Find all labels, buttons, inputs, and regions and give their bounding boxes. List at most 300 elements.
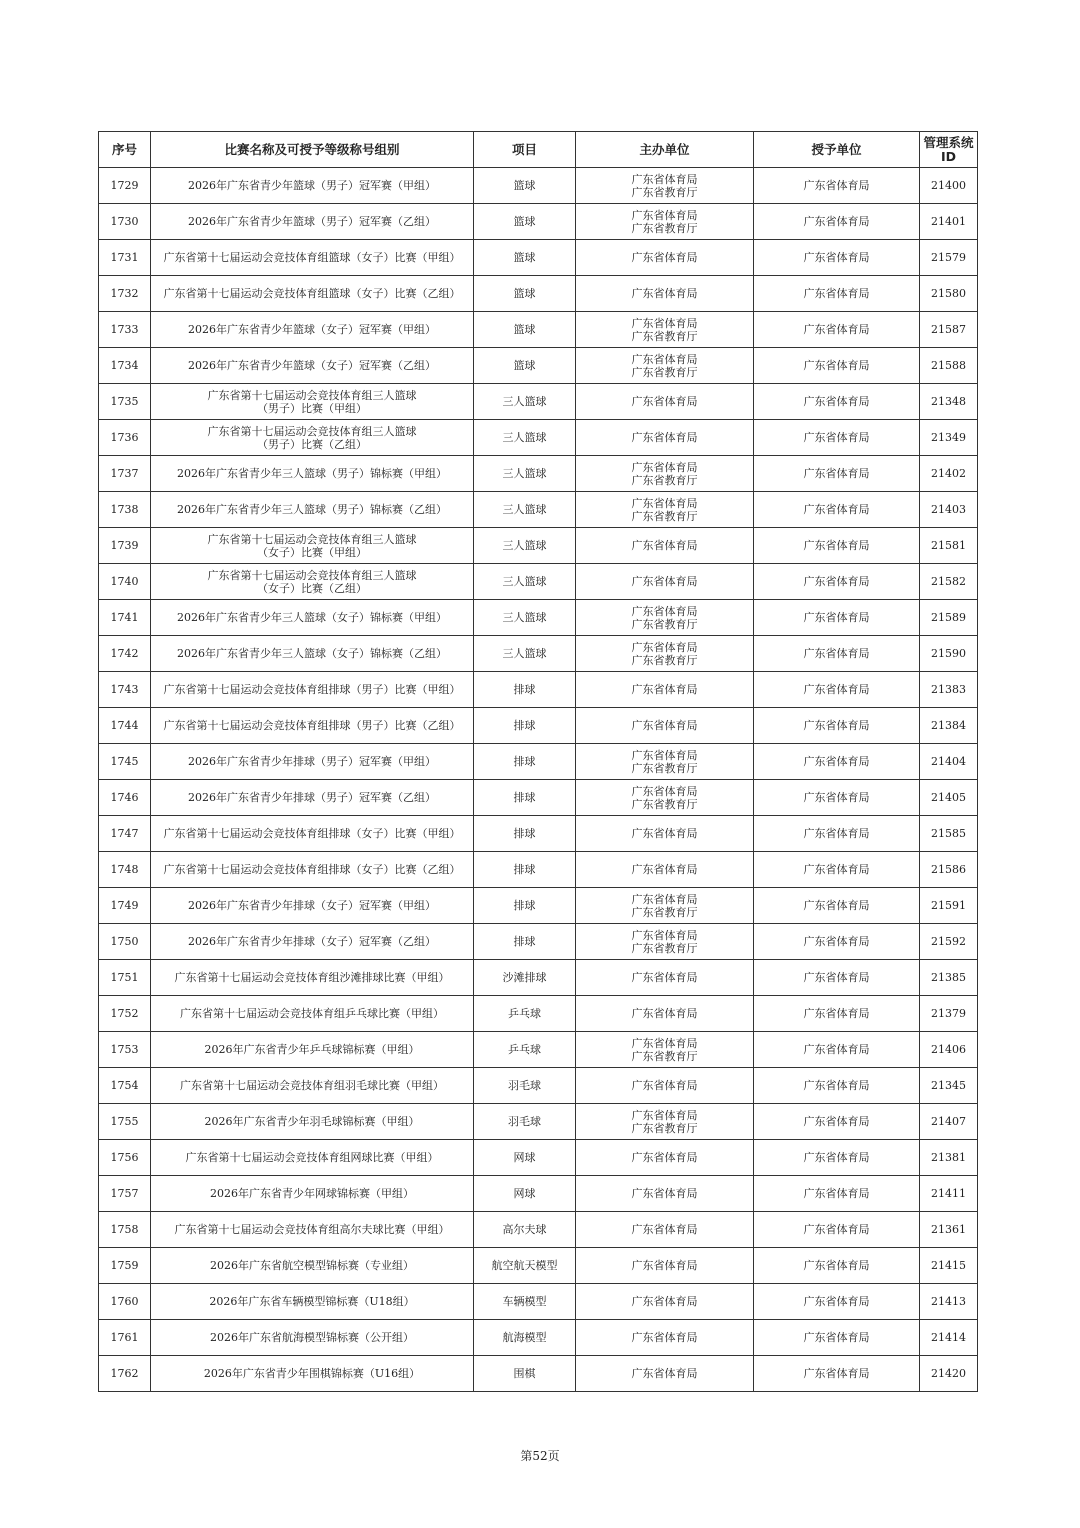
cell-host [576,960,754,996]
cell-host [576,1320,754,1356]
cell-no: 1743 [99,672,151,708]
cell-grant: 广东省体育局 [754,1140,920,1176]
cell-id: 21581 [920,528,978,564]
cell-name [151,816,474,852]
cell-host-line: 广东省体育局 [631,460,698,474]
cell-grant: 广东省体育局 [754,600,920,636]
cell-host [576,1248,754,1284]
cell-name-line: 2026年广东省航海模型锦标赛（公开组） [210,1331,414,1344]
cell-host [576,528,754,564]
table-row [99,1176,978,1212]
cell-id: 21582 [920,564,978,600]
cell-host-line: 广东省体育局 [631,1151,698,1164]
cell-item: 高尔夫球 [474,1212,576,1248]
cell-host-line: 广东省体育局 [631,971,698,984]
cell-id: 21411 [920,1176,978,1212]
cell-host-line: 广东省体育局 [631,604,698,618]
cell-item: 篮球 [474,204,576,240]
cell-item: 羽毛球 [474,1068,576,1104]
cell-name-line: 2026年广东省青少年排球（男子）冠军赛（乙组） [188,791,436,804]
cell-no: 1745 [99,744,151,780]
cell-no: 1760 [99,1284,151,1320]
cell-host [576,456,754,492]
table-row [99,420,978,456]
cell-item: 三人篮球 [474,492,576,528]
cell-host [576,312,754,348]
cell-item: 航空航天模型 [474,1248,576,1284]
cell-name [151,1104,474,1140]
cell-host-line: 广东省教育厅 [631,1049,698,1063]
cell-id: 21383 [920,672,978,708]
cell-grant: 广东省体育局 [754,852,920,888]
cell-id: 21580 [920,276,978,312]
header-id-line2: ID [940,148,957,164]
cell-host [576,888,754,924]
cell-grant: 广东省体育局 [754,168,920,204]
table-row [99,1212,978,1248]
cell-item: 篮球 [474,168,576,204]
cell-host-line: 广东省体育局 [631,1367,698,1380]
cell-name-line: 2026年广东省青少年三人篮球（男子）锦标赛（甲组） [177,467,447,480]
cell-id: 21349 [920,420,978,456]
cell-host-line: 广东省体育局 [631,784,698,798]
cell-grant: 广东省体育局 [754,1320,920,1356]
cell-host-line: 广东省体育局 [631,863,698,876]
cell-name-line: 2026年广东省青少年篮球（女子）冠军赛（甲组） [188,323,436,336]
cell-item: 排球 [474,708,576,744]
cell-item: 排球 [474,672,576,708]
table-row [99,744,978,780]
cell-name [151,384,474,420]
cell-host [576,816,754,852]
cell-no: 1730 [99,204,151,240]
cell-item: 三人篮球 [474,456,576,492]
cell-item: 乒乓球 [474,1032,576,1068]
cell-host-line: 广东省体育局 [631,1223,698,1236]
cell-host-line: 广东省体育局 [631,395,698,408]
cell-grant: 广东省体育局 [754,420,920,456]
cell-id: 21587 [920,312,978,348]
cell-host-line: 广东省体育局 [631,316,698,330]
cell-name [151,456,474,492]
cell-grant: 广东省体育局 [754,816,920,852]
cell-grant: 广东省体育局 [754,1212,920,1248]
cell-name [151,348,474,384]
cell-grant: 广东省体育局 [754,888,920,924]
cell-name [151,1032,474,1068]
cell-name [151,204,474,240]
cell-name-line: 广东省第十七届运动会竞技体育组高尔夫球比赛（甲组） [174,1223,450,1236]
cell-host-line: 广东省体育局 [631,683,698,696]
cell-no: 1734 [99,348,151,384]
cell-id: 21591 [920,888,978,924]
cell-host [576,600,754,636]
cell-name-line: 2026年广东省青少年网球锦标赛（甲组） [210,1187,414,1200]
cell-name-line: 广东省第十七届运动会竞技体育组篮球（女子）比赛（乙组） [163,287,461,300]
cell-no: 1744 [99,708,151,744]
header-id-line1: 管理系统 [923,134,974,150]
cell-host [576,276,754,312]
cell-host-line: 广东省教育厅 [631,185,698,199]
cell-grant: 广东省体育局 [754,708,920,744]
cell-item: 排球 [474,852,576,888]
cell-name-line: 2026年广东省青少年排球（男子）冠军赛（甲组） [188,755,436,768]
cell-name-line: 广东省第十七届运动会竞技体育组三人篮球 [207,424,417,438]
cell-id: 21403 [920,492,978,528]
cell-name [151,744,474,780]
cell-item: 三人篮球 [474,636,576,672]
cell-no: 1752 [99,996,151,1032]
table-row [99,780,978,816]
cell-grant: 广东省体育局 [754,204,920,240]
cell-no: 1731 [99,240,151,276]
cell-name-line: 广东省第十七届运动会竞技体育组排球（男子）比赛（乙组） [163,719,461,732]
cell-no: 1732 [99,276,151,312]
cell-host [576,852,754,888]
cell-no: 1755 [99,1104,151,1140]
cell-host-line: 广东省教育厅 [631,365,698,379]
cell-name [151,888,474,924]
cell-host-line: 广东省体育局 [631,928,698,942]
table-row [99,564,978,600]
cell-name [151,1068,474,1104]
cell-host-line: 广东省教育厅 [631,509,698,523]
cell-host-line: 广东省教育厅 [631,473,698,487]
table-row [99,1140,978,1176]
cell-item: 排球 [474,780,576,816]
cell-name-line: 2026年广东省青少年羽毛球锦标赛（甲组） [204,1115,420,1128]
cell-host-line: 广东省教育厅 [631,221,698,235]
competition-table-container [98,131,977,1392]
cell-no: 1751 [99,960,151,996]
cell-host-line: 广东省教育厅 [631,941,698,955]
cell-name-line: 2026年广东省青少年三人篮球（女子）锦标赛（乙组） [177,647,447,660]
cell-host [576,1032,754,1068]
cell-no: 1740 [99,564,151,600]
table-row [99,888,978,924]
table-row [99,1356,978,1392]
table-row [99,960,978,996]
cell-name [151,636,474,672]
cell-item: 围棋 [474,1356,576,1392]
cell-name [151,1140,474,1176]
cell-no: 1762 [99,1356,151,1392]
cell-grant: 广东省体育局 [754,492,920,528]
cell-host-line: 广东省体育局 [631,827,698,840]
cell-id: 21589 [920,600,978,636]
table-row [99,672,978,708]
cell-no: 1737 [99,456,151,492]
cell-host [576,168,754,204]
cell-id: 21405 [920,780,978,816]
cell-host-line: 广东省体育局 [631,1259,698,1272]
cell-host-line: 广东省教育厅 [631,1121,698,1135]
cell-host [576,1284,754,1320]
cell-grant: 广东省体育局 [754,1068,920,1104]
table-row [99,996,978,1032]
cell-name-line: 广东省第十七届运动会竞技体育组三人篮球 [207,568,417,582]
cell-host-line: 广东省体育局 [631,640,698,654]
cell-no: 1753 [99,1032,151,1068]
cell-host-line: 广东省体育局 [631,892,698,906]
table-row [99,276,978,312]
cell-item: 排球 [474,924,576,960]
cell-no: 1757 [99,1176,151,1212]
cell-id: 21401 [920,204,978,240]
table-row [99,240,978,276]
cell-host [576,1104,754,1140]
header-no: 序号 [99,132,151,168]
cell-no: 1754 [99,1068,151,1104]
table-row [99,348,978,384]
cell-name-line: 广东省第十七届运动会竞技体育组网球比赛（甲组） [185,1151,439,1164]
cell-grant: 广东省体育局 [754,1104,920,1140]
cell-host-line: 广东省体育局 [631,748,698,762]
cell-no: 1758 [99,1212,151,1248]
cell-name-line: 2026年广东省航空模型锦标赛（专业组） [210,1259,414,1272]
cell-item: 三人篮球 [474,420,576,456]
cell-no: 1750 [99,924,151,960]
cell-item: 沙滩排球 [474,960,576,996]
cell-name-line: 广东省第十七届运动会竞技体育组排球（女子）比赛（甲组） [163,827,461,840]
cell-id: 21414 [920,1320,978,1356]
cell-no: 1741 [99,600,151,636]
table-row [99,708,978,744]
cell-id: 21348 [920,384,978,420]
cell-grant: 广东省体育局 [754,744,920,780]
cell-item: 三人篮球 [474,528,576,564]
cell-item: 篮球 [474,240,576,276]
cell-host [576,744,754,780]
cell-id: 21585 [920,816,978,852]
cell-host-line: 广东省体育局 [631,251,698,264]
cell-id: 21407 [920,1104,978,1140]
cell-item: 排球 [474,744,576,780]
cell-name [151,1212,474,1248]
cell-no: 1733 [99,312,151,348]
table-row [99,168,978,204]
cell-id: 21404 [920,744,978,780]
cell-item: 三人篮球 [474,600,576,636]
cell-name [151,600,474,636]
header-grant: 授予单位 [754,132,920,168]
cell-name-line: （男子）比赛（乙组） [257,437,367,451]
table-row [99,492,978,528]
cell-name [151,276,474,312]
cell-host-line: 广东省体育局 [631,208,698,222]
cell-host-line: 广东省教育厅 [631,797,698,811]
cell-name [151,564,474,600]
cell-name-line: 广东省第十七届运动会竞技体育组沙滩排球比赛（甲组） [174,971,450,984]
header-id [920,132,978,168]
cell-item: 篮球 [474,348,576,384]
cell-grant: 广东省体育局 [754,564,920,600]
cell-item: 篮球 [474,312,576,348]
cell-id: 21420 [920,1356,978,1392]
cell-id: 21400 [920,168,978,204]
table-row [99,312,978,348]
cell-grant: 广东省体育局 [754,1356,920,1392]
cell-grant: 广东省体育局 [754,1032,920,1068]
table-row [99,600,978,636]
cell-name-line: 广东省第十七届运动会竞技体育组篮球（女子）比赛（甲组） [163,251,461,264]
cell-no: 1756 [99,1140,151,1176]
cell-grant: 广东省体育局 [754,1176,920,1212]
table-row [99,1104,978,1140]
cell-host-line: 广东省体育局 [631,719,698,732]
cell-id: 21361 [920,1212,978,1248]
cell-host [576,420,754,456]
cell-no: 1735 [99,384,151,420]
cell-name-line: 广东省第十七届运动会竞技体育组三人篮球 [207,532,417,546]
competition-table [98,131,978,1392]
cell-name-line: 2026年广东省青少年排球（女子）冠军赛（乙组） [188,935,436,948]
table-row [99,924,978,960]
cell-id: 21379 [920,996,978,1032]
cell-name-line: 广东省第十七届运动会竞技体育组排球（男子）比赛（甲组） [163,683,461,696]
cell-host-line: 广东省教育厅 [631,617,698,631]
cell-item: 航海模型 [474,1320,576,1356]
cell-no: 1729 [99,168,151,204]
cell-host [576,1140,754,1176]
cell-name [151,852,474,888]
cell-host [576,1212,754,1248]
cell-name [151,492,474,528]
cell-no: 1761 [99,1320,151,1356]
cell-name [151,240,474,276]
cell-name-line: 2026年广东省青少年围棋锦标赛（U16组） [203,1367,421,1380]
cell-host [576,636,754,672]
header-name: 比赛名称及可授予等级称号组别 [151,132,474,168]
cell-item: 三人篮球 [474,564,576,600]
cell-grant: 广东省体育局 [754,348,920,384]
cell-host-line: 广东省体育局 [631,539,698,552]
cell-host-line: 广东省体育局 [631,1187,698,1200]
cell-id: 21590 [920,636,978,672]
cell-host [576,1176,754,1212]
cell-grant: 广东省体育局 [754,528,920,564]
cell-grant: 广东省体育局 [754,276,920,312]
cell-name-line: 2026年广东省青少年三人篮球（女子）锦标赛（甲组） [177,611,447,624]
cell-grant: 广东省体育局 [754,240,920,276]
cell-name-line: 2026年广东省青少年篮球（男子）冠军赛（甲组） [188,179,436,192]
cell-no: 1749 [99,888,151,924]
cell-name [151,996,474,1032]
table-row [99,852,978,888]
cell-name-line: 广东省第十七届运动会竞技体育组三人篮球 [207,388,417,402]
cell-id: 21579 [920,240,978,276]
cell-host-line: 广东省体育局 [631,1108,698,1122]
cell-host [576,384,754,420]
cell-id: 21592 [920,924,978,960]
cell-name-line: 广东省第十七届运动会竞技体育组乒乓球比赛（甲组） [180,1007,444,1020]
cell-name-line: 2026年广东省青少年三人篮球（男子）锦标赛（乙组） [177,503,447,516]
cell-no: 1746 [99,780,151,816]
cell-grant: 广东省体育局 [754,456,920,492]
cell-id: 21413 [920,1284,978,1320]
cell-host-line: 广东省教育厅 [631,761,698,775]
cell-host [576,672,754,708]
cell-name [151,780,474,816]
cell-grant: 广东省体育局 [754,996,920,1032]
table-row [99,1248,978,1284]
cell-host [576,348,754,384]
table-row [99,384,978,420]
cell-name [151,420,474,456]
cell-name-line: （女子）比赛（乙组） [257,581,367,595]
cell-id: 21402 [920,456,978,492]
cell-grant: 广东省体育局 [754,384,920,420]
cell-host-line: 广东省体育局 [631,172,698,186]
cell-item: 羽毛球 [474,1104,576,1140]
cell-host [576,204,754,240]
cell-id: 21406 [920,1032,978,1068]
cell-id: 21588 [920,348,978,384]
cell-grant: 广东省体育局 [754,1284,920,1320]
cell-id: 21384 [920,708,978,744]
cell-name-line: 广东省第十七届运动会竞技体育组羽毛球比赛（甲组） [180,1079,444,1092]
cell-host [576,708,754,744]
cell-name-line: 2026年广东省青少年乒乓球锦标赛（甲组） [204,1043,420,1056]
cell-name [151,1320,474,1356]
cell-name [151,1356,474,1392]
cell-name-line: （男子）比赛（甲组） [257,401,367,415]
cell-grant: 广东省体育局 [754,672,920,708]
cell-grant: 广东省体育局 [754,312,920,348]
cell-host-line: 广东省体育局 [631,1079,698,1092]
table-row [99,636,978,672]
cell-item: 车辆模型 [474,1284,576,1320]
cell-name [151,1248,474,1284]
cell-host-line: 广东省体育局 [631,496,698,510]
cell-item: 乒乓球 [474,996,576,1032]
cell-host-line: 广东省体育局 [631,352,698,366]
cell-name-line: 2026年广东省青少年篮球（男子）冠军赛（乙组） [188,215,436,228]
cell-item: 篮球 [474,276,576,312]
table-row [99,1068,978,1104]
cell-id: 21385 [920,960,978,996]
cell-name [151,708,474,744]
cell-no: 1739 [99,528,151,564]
cell-grant: 广东省体育局 [754,1248,920,1284]
cell-name [151,168,474,204]
cell-no: 1747 [99,816,151,852]
cell-host-line: 广东省教育厅 [631,653,698,667]
cell-name [151,1176,474,1212]
cell-host [576,1068,754,1104]
cell-name [151,960,474,996]
cell-name [151,1284,474,1320]
cell-name-line: 2026年广东省青少年排球（女子）冠军赛（甲组） [188,899,436,912]
table-row [99,1320,978,1356]
cell-grant: 广东省体育局 [754,924,920,960]
table-row [99,1284,978,1320]
cell-name-line: 广东省第十七届运动会竞技体育组排球（女子）比赛（乙组） [163,863,461,876]
table-header-row [99,132,978,168]
cell-host [576,564,754,600]
table-row [99,528,978,564]
cell-id: 21345 [920,1068,978,1104]
cell-name-line: 2026年广东省青少年篮球（女子）冠军赛（乙组） [188,359,436,372]
cell-no: 1738 [99,492,151,528]
cell-item: 三人篮球 [474,384,576,420]
cell-name [151,924,474,960]
cell-grant: 广东省体育局 [754,780,920,816]
cell-no: 1742 [99,636,151,672]
cell-host-line: 广东省体育局 [631,1331,698,1344]
cell-host [576,1356,754,1392]
cell-item: 排球 [474,888,576,924]
